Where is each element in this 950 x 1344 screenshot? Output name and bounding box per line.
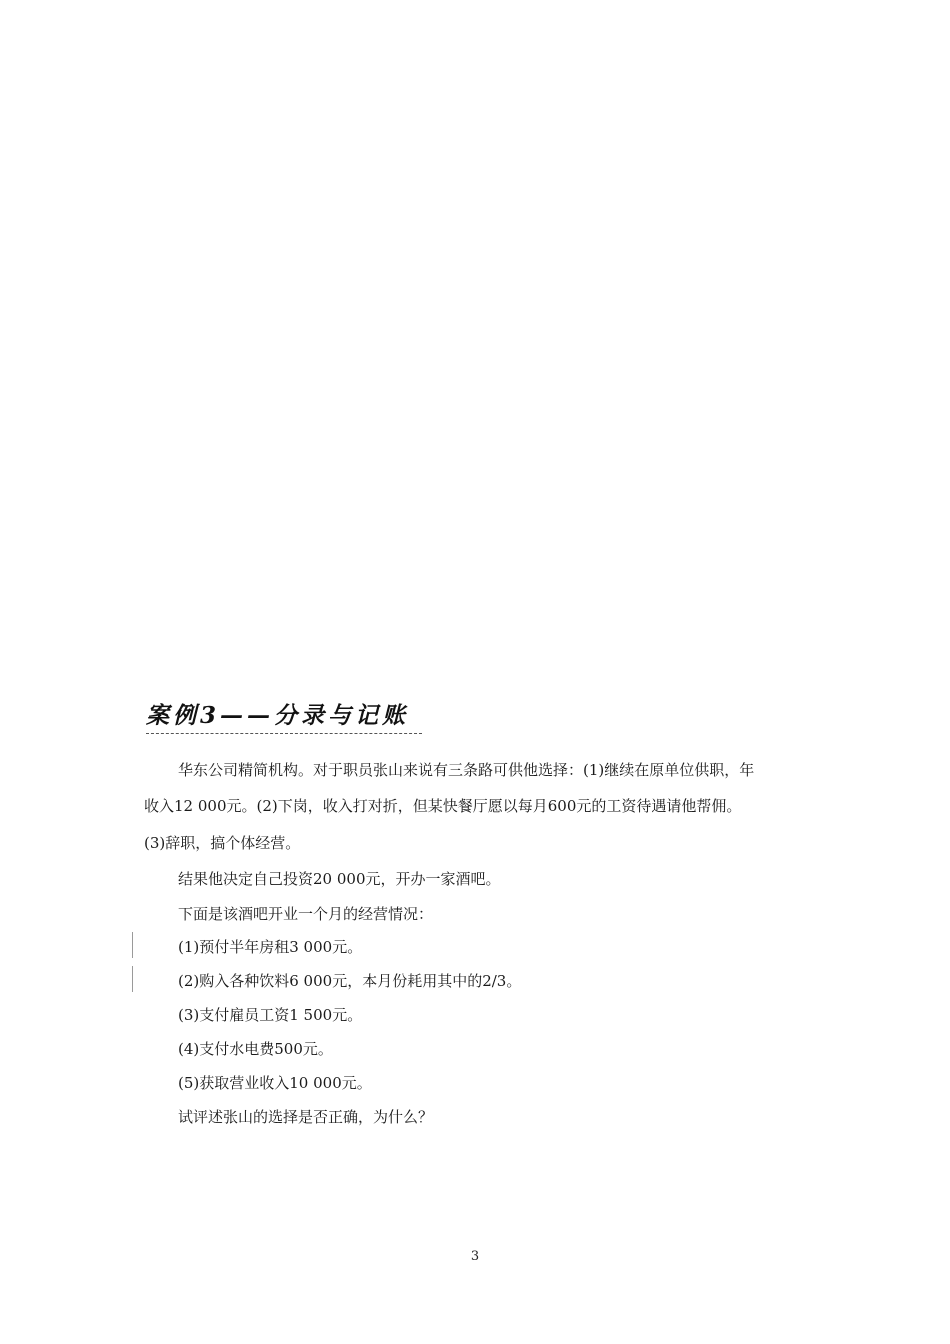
list-item: (2)购入各种饮料6 000元，本月份耗用其中的2/3。	[178, 972, 522, 990]
list-item: (4)支付水电费500元。	[178, 1040, 333, 1058]
decision-paragraph: 结果他决定自己投资20 000元，开办一家酒吧。	[178, 870, 501, 888]
operations-intro: 下面是该酒吧开业一个月的经营情况：	[178, 905, 434, 923]
intro-paragraph-line-3: (3)辞职，搞个体经营。	[144, 834, 301, 852]
case-title: 案例3——分录与记账	[146, 699, 422, 734]
revision-bar	[132, 966, 133, 992]
intro-paragraph-line-1: 华东公司精简机构。对于职员张山来说有三条路可供他选择：(1)继续在原单位供职，年	[178, 761, 755, 779]
intro-paragraph-line-2: 收入12 000元。(2)下岗，收入打对折，但某快餐厅愿以每月600元的工资待遇请他帮佣。	[144, 797, 742, 815]
question-paragraph: 试评述张山的选择是否正确，为什么？	[178, 1108, 434, 1126]
list-item: (5)获取营业收入10 000元。	[178, 1074, 372, 1092]
page-number: 3	[470, 1249, 480, 1264]
list-item: (3)支付雇员工资1 500元。	[178, 1006, 363, 1024]
list-item: (1)预付半年房租3 000元。	[178, 938, 363, 956]
revision-bar	[132, 932, 133, 958]
